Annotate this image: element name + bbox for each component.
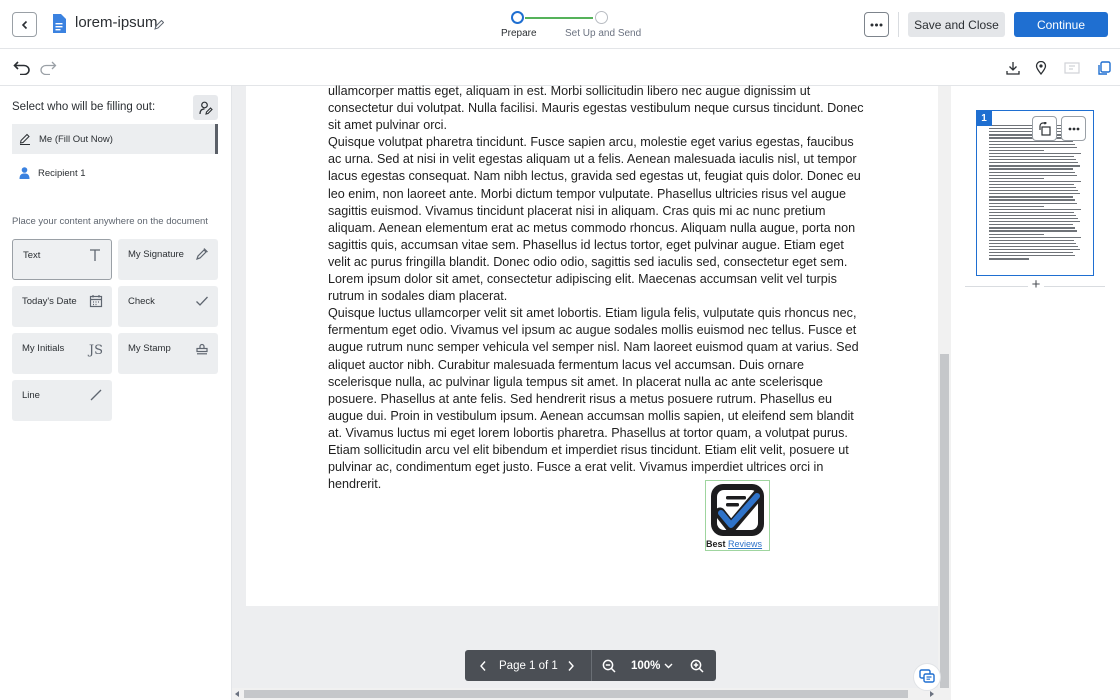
thumbnail-text-line — [989, 206, 1044, 207]
document-paragraph: Quisque volutpat pharetra tincidunt. Fusce sapien arcu, molestie eget varius egestas, faucibus ac urna. Sed at nisi in velit egestas aliquam ut a felis. Aenean malesuada iaculis nisl, ut tempor lacus egestas consequat. Nam nibh lectus, gravida sed egestas ut, feugiat quis dolor. Donec eu leo enim, non laoreet ante. Morbi dictum tempor vulputate. Phasellus ultricies risus vel augue sagittis euismod. Vivamus tincidunt placerat nisi in aliquam. Cras quis mi ac nunc pretium aliquam. Aenean elementum erat ac metus commodo rhoncus. Aliquam nulla augue, porta non sagittis quis, accumsan vitae sem. Phasellus id lectus tortor, eget pulvinar augue. Etiam eget velit ac purus fringilla blandit. Donec odio odio, sagittis sed iaculis sed, consectetur eget sem. Lorem ipsum dolor sit amet, consectetur adipiscing elit. Maecenas accumsan velit vel turpis rutrum in sodales diam placerat. — [328, 135, 861, 304]
thumbnail-text-line — [989, 196, 1073, 197]
save-and-close-button[interactable]: Save and Close — [908, 12, 1005, 37]
fields-panel — [0, 86, 232, 700]
more-dots-icon — [1068, 127, 1080, 131]
field-date-label: Today's Date — [22, 296, 77, 307]
step-prepare-dot[interactable] — [511, 11, 524, 24]
chevron-right-icon — [567, 660, 575, 672]
signer-recipient-label: Recipient 1 — [38, 167, 86, 179]
thumbnail-page-number: 1 — [976, 110, 992, 126]
add-page-button[interactable]: + — [1028, 276, 1044, 294]
horizontal-scrollbar[interactable] — [232, 688, 951, 700]
signature-pen-icon — [195, 247, 209, 266]
checklist-logo-icon — [706, 481, 771, 539]
scroll-right-arrow-icon — [929, 690, 935, 698]
pages-panel-icon[interactable] — [1094, 58, 1114, 78]
pager-divider — [591, 650, 592, 681]
zoom-in-button[interactable] — [690, 650, 704, 681]
thumbnail-text-line — [989, 150, 1044, 151]
thumbnail-text-line — [989, 212, 1074, 213]
field-my-initials[interactable] — [12, 333, 112, 374]
thumbnail-text-line — [989, 203, 1077, 204]
place-content-label: Place your content anywhere on the document — [12, 216, 208, 227]
document-icon — [52, 14, 66, 38]
thumbnail-text-line — [989, 227, 1075, 228]
chat-icon — [919, 669, 935, 685]
download-icon[interactable] — [1003, 58, 1023, 78]
field-initials-label: My Initials — [22, 343, 65, 354]
thumbnail-text-line — [989, 178, 1044, 179]
editor-toolbar — [0, 49, 1120, 86]
field-text-label: Text — [23, 250, 41, 261]
thumbnail-text-line — [989, 184, 1074, 185]
thumbnail-text-line — [989, 221, 1080, 222]
pen-icon — [19, 133, 31, 145]
page-thumbnails-panel — [951, 86, 1120, 700]
progress-steps — [498, 9, 648, 43]
rename-pencil-icon[interactable] — [154, 17, 164, 35]
more-options-button[interactable] — [864, 12, 889, 37]
document-page[interactable] — [246, 86, 938, 606]
field-my-stamp[interactable] — [118, 333, 218, 374]
signer-me[interactable] — [12, 124, 218, 154]
page-more-button[interactable] — [1061, 116, 1086, 141]
stamp-icon — [195, 341, 209, 360]
thumbnail-text-line — [989, 199, 1075, 200]
thumbnail-text-line — [989, 153, 1081, 154]
document-paragraph: ullamcorper mattis eget, aliquam in est. Morbi sollicitudin libero nec augue dignissim ut consectetur dui volutpat. Nulla facilisi. Mauris egestas vestibulum neque cursus tincidunt. Donec sit amet pulvinar orci. — [328, 84, 864, 133]
thumbnail-text-line — [989, 240, 1074, 241]
thumbnail-text-line — [989, 237, 1081, 238]
field-stamp-label: My Stamp — [128, 343, 171, 354]
step-setup-label[interactable]: Set Up and Send — [565, 28, 642, 39]
field-signature-label: My Signature — [128, 249, 184, 260]
rotate-page-button[interactable] — [1032, 116, 1057, 141]
field-check-label: Check — [128, 296, 155, 307]
step-connector — [525, 17, 593, 19]
thumbnail-text-line — [989, 249, 1080, 250]
chevron-down-icon — [664, 663, 673, 669]
best-reviews-logo[interactable] — [705, 480, 770, 551]
horizontal-scroll-thumb[interactable] — [244, 690, 908, 698]
logo-reviews-text: Reviews — [728, 539, 763, 549]
manage-recipients-button[interactable] — [193, 95, 218, 120]
thumbnail-text-line — [989, 193, 1080, 194]
thumbnail-text-line — [989, 230, 1077, 231]
field-my-signature[interactable] — [118, 239, 218, 280]
line-icon — [89, 388, 103, 407]
more-dots-icon — [870, 23, 883, 27]
initials-icon: JS — [88, 343, 103, 358]
chevron-left-icon — [479, 660, 487, 672]
field-line[interactable] — [12, 380, 112, 421]
text-t-icon — [88, 248, 102, 267]
thumbnail-text-line — [989, 162, 1078, 163]
thumbnail-text-line — [989, 258, 1029, 259]
user-edit-icon — [199, 101, 213, 115]
thumbnail-text-line — [989, 141, 1073, 142]
vertical-scroll-thumb[interactable] — [940, 354, 949, 688]
chat-support-button[interactable] — [913, 663, 941, 691]
thumbnail-text-line — [989, 156, 1074, 157]
zoom-level-select[interactable] — [631, 650, 673, 681]
next-page-button[interactable] — [567, 650, 575, 681]
document-paragraph: Quisque luctus ullamcorper velit sit amet lobortis. Etiam ligula felis, vulputate quis rhoncus nec, fermentum eget odio. Vivamus vel ipsum ac augue sodales mollis euismod nec tellus. Fusce et augue rutrum nunc semper vehicula vel semper nisl. Nam laoreet euismod quam at varius. Sed aliquet auctor nibh. Curabitur malesuada fermentum lacus vel accumsan. Duis ornare scelerisque nulla, ac pulvinar ligula tempus sit amet. In placerat nulla ac ante scelerisque posuere. Phasellus at ante felis. Sed hendrerit risus a metus posuere rutrum. Phasellus eu augue dui. Proin in vestibulum ipsum. Aenean accumsan mollis sapien, ut eleifend sem blandit at. Vivamus luctus mi eget lorem lobortis pharetra. Phasellus at tortor quam, a volutpat purus. Etiam sollicitudin arcu vel elit bibendum et imperdiet risus tincidunt. Etiam elit velit, posuere ut pulvinar ac, condimentum eget justo. Fusce a erat velit. Vivamus imperdiet ultrices orci in hendrerit. — [328, 306, 859, 492]
field-todays-date[interactable] — [12, 286, 112, 327]
zoom-level-value: 100% — [631, 659, 661, 672]
thumbnail-text-line — [989, 168, 1073, 169]
logo-label — [706, 539, 771, 549]
continue-button[interactable]: Continue — [1014, 12, 1108, 37]
field-text[interactable] — [12, 239, 112, 280]
thumbnail-text-line — [989, 165, 1080, 166]
undo-icon[interactable] — [12, 58, 32, 78]
thumbnail-text-line — [989, 187, 1076, 188]
zoom-in-icon — [690, 659, 704, 673]
page-indicator: Page 1 of 1 — [499, 659, 558, 672]
document-title[interactable]: lorem-ipsum — [75, 14, 158, 31]
prev-page-button[interactable] — [479, 650, 487, 681]
field-check[interactable] — [118, 286, 218, 327]
back-button[interactable] — [12, 12, 37, 37]
thumbnail-text-line — [989, 215, 1076, 216]
thumbnail-text-line — [989, 243, 1076, 244]
document-canvas[interactable] — [232, 86, 938, 688]
thumbnail-text-line — [989, 246, 1078, 247]
thumbnail-text-line — [989, 234, 1044, 235]
page-navigation-bar — [465, 650, 716, 681]
thumbnail-text-line — [989, 147, 1077, 148]
user-icon — [19, 167, 30, 179]
document-body-text — [328, 83, 868, 493]
signer-recipient-1[interactable] — [12, 158, 218, 188]
thumbnail-text-line — [989, 209, 1081, 210]
checkmark-icon — [195, 294, 209, 313]
rotate-page-icon — [1038, 122, 1052, 136]
who-fills-label: Select who will be filling out: — [12, 101, 156, 113]
location-pin-icon[interactable] — [1031, 58, 1051, 78]
top-bar — [0, 0, 1120, 49]
zoom-out-button[interactable] — [602, 650, 616, 681]
chevron-left-icon — [20, 20, 30, 30]
scroll-left-arrow-icon — [234, 690, 240, 698]
thumbnail-text-line — [989, 175, 1077, 176]
thumbnail-text-line — [989, 181, 1081, 182]
thumbnail-text-line — [989, 224, 1073, 225]
zoom-out-icon — [602, 659, 616, 673]
signer-me-label: Me (Fill Out Now) — [39, 133, 113, 145]
vertical-scrollbar[interactable] — [938, 86, 951, 688]
logo-best-text: Best — [706, 539, 726, 549]
thumbnail-text-line — [989, 190, 1078, 191]
thumbnail-text-line — [989, 159, 1076, 160]
layout-icon — [1062, 58, 1082, 78]
step-prepare-label[interactable]: Prepare — [501, 28, 537, 39]
thumbnail-text-line — [989, 255, 1075, 256]
step-setup-dot[interactable] — [595, 11, 608, 24]
thumbnail-text-line — [989, 252, 1073, 253]
field-line-label: Line — [22, 390, 40, 401]
thumbnail-text-line — [989, 218, 1078, 219]
thumbnail-text-line — [989, 172, 1075, 173]
header-divider — [898, 12, 899, 37]
calendar-icon — [89, 294, 103, 313]
redo-icon[interactable] — [38, 58, 58, 78]
thumbnail-text-line — [989, 144, 1075, 145]
